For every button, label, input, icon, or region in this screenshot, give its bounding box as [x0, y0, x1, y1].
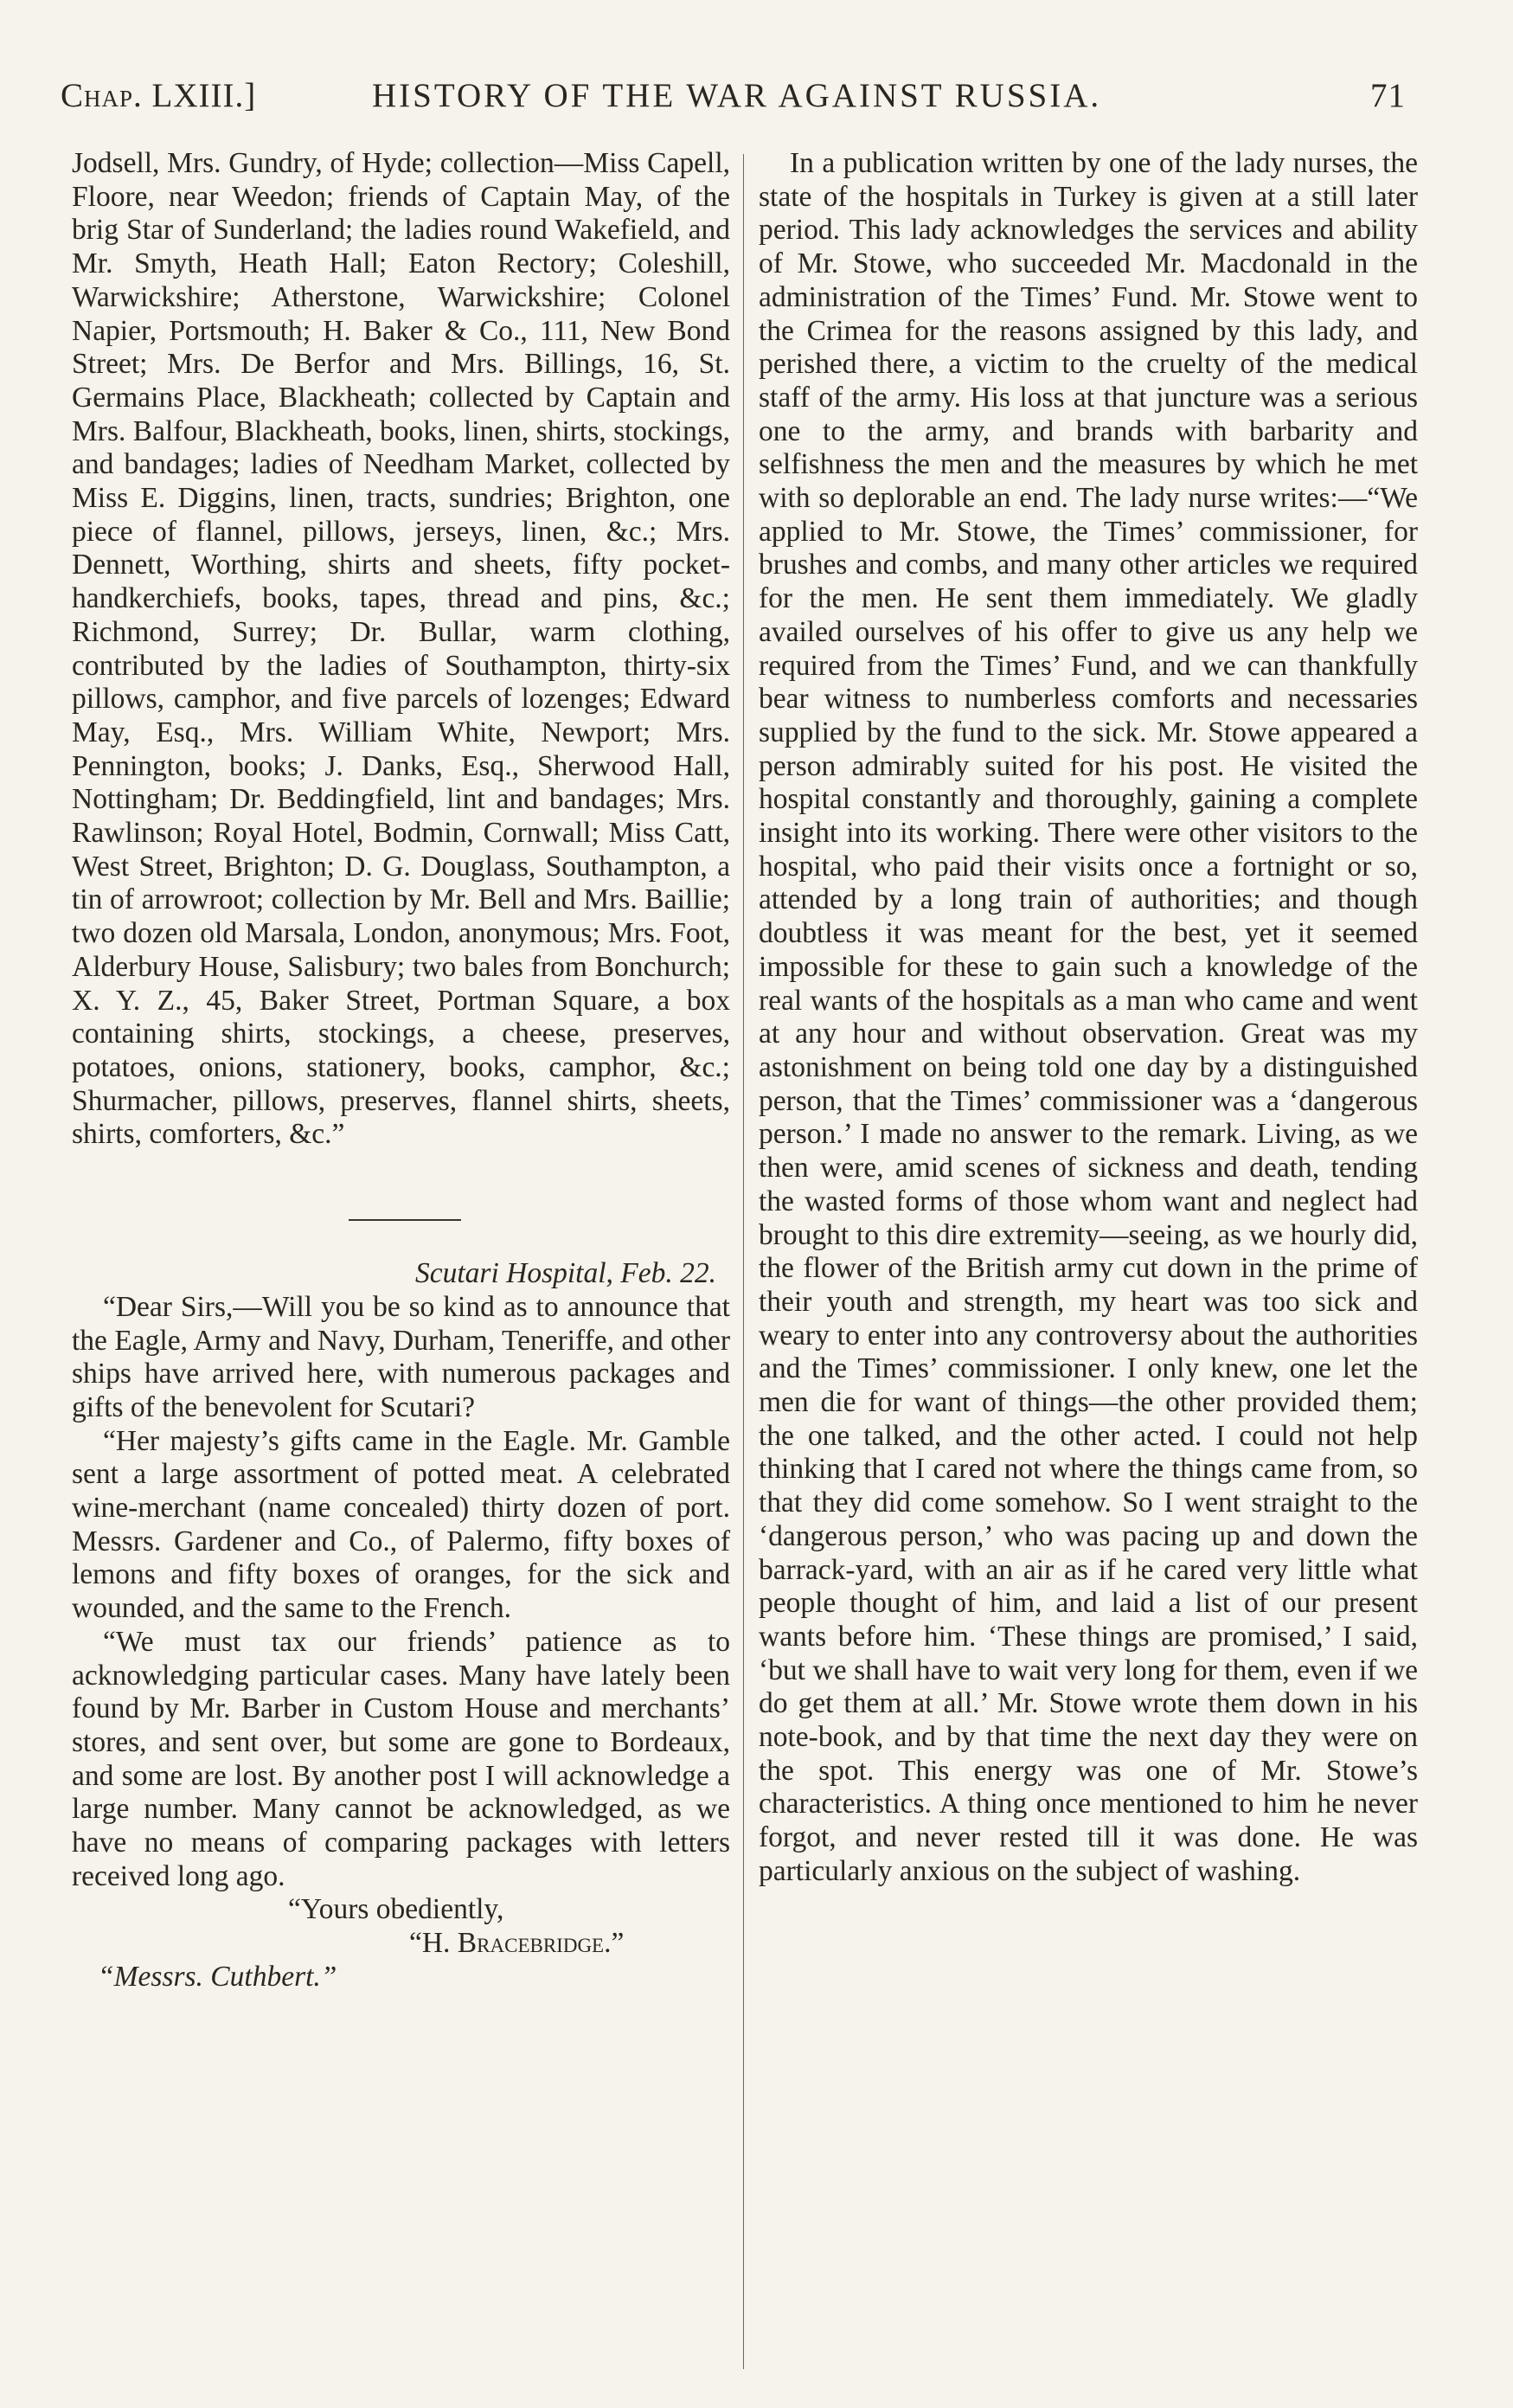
left-column	[72, 147, 730, 1994]
chapter-label: Chap. LXIII.]	[61, 77, 257, 114]
letter-addressee: “Messrs. Cuthbert.”	[98, 1960, 337, 1993]
letter-closing: “Yours obediently,	[288, 1893, 504, 1926]
letter-paragraph-2: “Her majesty’s gifts came in the Eagle. Mr. Gamble sent a large assortment of potted meat. A celebrated wine-merchant (name concealed) thirty dozen of port. Messrs. Gardener and Co., of Palermo, fifty boxes of lemons and fifty boxes of oranges, for the sick and wounded, and the same to the French.	[72, 1424, 730, 1625]
letter-signature: “H. Bracebridge.”	[409, 1927, 625, 1960]
letter-paragraph-1: “Dear Sirs,—Will you be so kind as to announce that the Eagle, Army and Navy, Durham, Teneriffe, and other ships have arrived here, with numerous packages and gifts of the benevolent for Scutari?	[72, 1290, 730, 1423]
donation-list-paragraph: Jodsell, Mrs. Gundry, of Hyde; collection—Miss Capell, Floore, near Weedon; friends of Captain May, of the brig Star of Sunderland; the ladies round Wakefield, and Mr. Smyth, Heath Hall; Eaton Rectory; Coleshill, Warwickshire; Atherstone, Warwickshire; Colonel Napier, Portsmouth; H. Baker & Co., 111, New Bond Street; Mrs. De Berfor and Mrs. Billings, 16, St. Germains Place, Blackheath; collected by Captain and Mrs. Balfour, Blackheath, books, linen, shirts, stockings, and bandages; ladies of Needham Market, collected by Miss E. Diggins, linen, tracts, sundries; Brighton, one piece of flannel, pillows, jerseys, linen, &c.; Mrs. Dennett, Worthing, shirts and sheets, fifty pocket-handkerchiefs, books, tapes, thread and pins, &c.; Richmond, Surrey; Dr. Bullar, warm clothing, contributed by the ladies of Southampton, thirty-six pillows, camphor, and five parcels of lozenges; Edward May, Esq., Mrs. William White, Newport; Mrs. Pennington, books; J. Danks, Esq., Sherwood Hall, Nottingham; Dr. Beddingfield, lint and bandages; Mrs. Rawlinson; Royal Hotel, Bodmin, Cornwall; Miss Catt, West Street, Brighton; D. G. Douglass, Southampton, a tin of arrowroot; collection by Mr. Bell and Mrs. Baillie; two dozen old Marsala, London, anonymous; Mrs. Foot, Alderbury House, Salisbury; two bales from Bonchurch; X. Y. Z., 45, Baker Street, Portman Square, a box containing shirts, stockings, a cheese, preserves, potatoes, onions, stationery, books, camphor, &c.; Shurmacher, pillows, preserves, flannel shirts, sheets, shirts, comforters, &c.”	[72, 147, 730, 1151]
running-header	[61, 76, 1406, 128]
page-number: 71	[1370, 77, 1406, 114]
nurse-account-paragraph: In a publication written by one of the lady nurses, the state of the hospitals in Turkey is given at a still later period. This lady acknowledges the services and ability of Mr. Stowe, who succeeded Mr. Macdonald in the administration of the Times’ Fund. Mr. Stowe went to the Crimea for the reasons assigned by this lady, and perished there, a victim to the cruelty of the medical staff of the army. His loss at that juncture was a serious one to the army, and brands with barbarity and selfishness the men and the measures by which he met with so deplorable an end. The lady nurse writes:—“We applied to Mr. Stowe, the Times’ commissioner, for brushes and combs, and many other articles we required for the men. He sent them immediately. We gladly availed ourselves of his offer to give us any help we required from the Times’ Fund, and we can thankfully bear witness to numberless comforts and necessaries supplied by the fund to the sick. Mr. Stowe appeared a person admirably suited for his post. He visited the hospital constantly and thoroughly, gaining a complete insight into its working. There were other visitors to the hospital, who paid their visits once a fortnight or so, attended by a long train of authorities; and though doubtless it was meant for the best, yet it seemed impossible for these to gain such a knowledge of the real wants of the hospitals as a man who came and went at any hour and without observation. Great was my astonishment on being told one day by a distinguished person, that the Times’ commissioner was a ‘dangerous person.’ I made no answer to the remark. Living, as we then were, amid scenes of sickness and death, tending the wasted forms of those whom want and neglect had brought to this dire extremity—seeing, as we hourly did, the flower of the British army cut down in the prime of their youth and strength, my heart was too sick and weary to enter into any controversy about the authorities and the Times’ commissioner. I only knew, one let the men die for want of things—the other provided them; the one talked, and the other acted. I could not help thinking that I cared not where the things came from, so that they did come somehow. So I went straight to the ‘dangerous person,’ who was pacing up and down the barrack-yard, with an air as if he cared very little what people thought of him, and laid a list of our present wants before him. ‘These things are promised,’ I said, ‘but we shall have to wait very long for them, even if we do get them at all.’ Mr. Stowe wrote them down in his note-book, and by that time the next day they were on the spot. This energy was one of Mr. Stowe’s characteristics. A thing once mentioned to him he never forgot, and never rested till it was done. He was particularly anxious on the subject of washing.	[759, 147, 1418, 1887]
running-title: HISTORY OF THE WAR AGAINST RUSSIA.	[372, 77, 1102, 114]
column-divider	[743, 154, 744, 2369]
letter-dateline: Scutari Hospital, Feb. 22.	[414, 1257, 716, 1290]
letter-paragraph-3: “We must tax our friends’ patience as to acknowledging particular cases. Many have lately been found by Mr. Barber in Custom House and merchants’ stores, and sent over, but some are gone to Bordeaux, and some are lost. By another post I will acknowledge a large number. Many cannot be acknowledged, as we have no means of comparing packages with letters received long ago.	[72, 1625, 730, 1892]
right-column	[759, 147, 1418, 1889]
section-separator	[349, 1219, 461, 1221]
